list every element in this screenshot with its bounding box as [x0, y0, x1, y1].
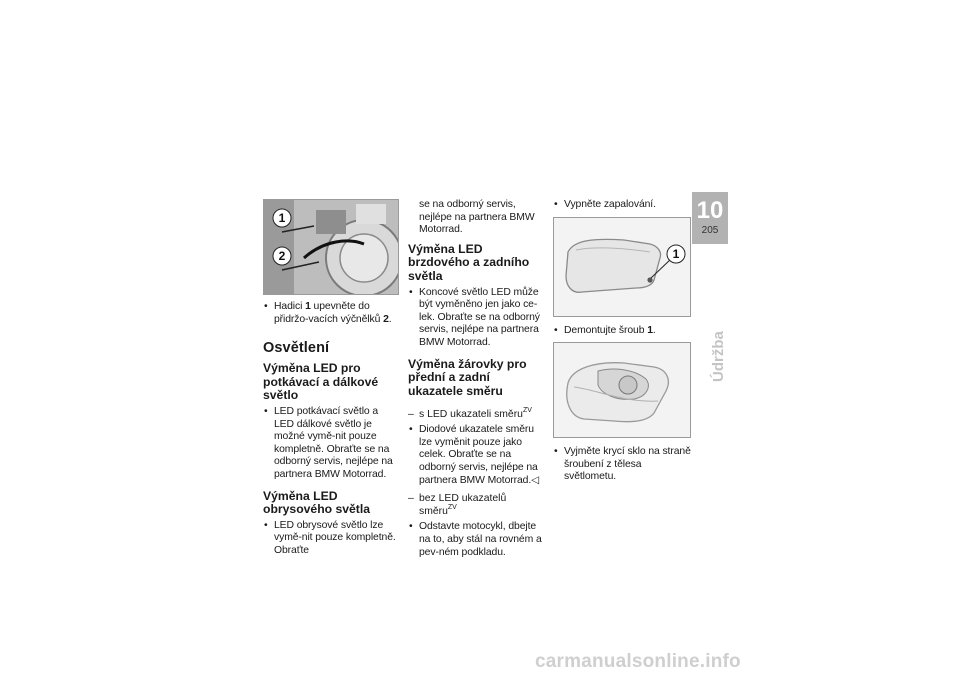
heading-turn-signals: Výměna žárovky pro přední a zadní ukazatele směru: [408, 356, 527, 398]
text-continuation: se na odborný servis, nejlépe na partnera BMW Motorrad.: [419, 199, 535, 236]
heading-lighting: Osvětlení: [263, 340, 330, 357]
figure-lens-removal: [553, 342, 691, 438]
hose-holder-illustration: [264, 200, 399, 295]
column-3: [553, 199, 691, 489]
bullet-remove-screw: • Demontujte šroub 1.: [553, 325, 691, 338]
heading-led-position: Výměna LED obrysového světla: [263, 488, 371, 517]
bullet-led-main: • LED potkávací světlo a LED dálkové světlo je možné vymě-nit pouze kompletně. Obraťte se na odborný servis, nejlépe na partnera BMW Motorrad.: [263, 406, 399, 482]
lens-removal-illustration: [554, 343, 690, 437]
figure-label-2: 2: [278, 249, 286, 263]
figure-turn-signal-screw: [553, 217, 691, 317]
figure-label-screw: 1: [672, 246, 680, 261]
heading-brake: Výměna LED brzdového a zadního světla: [408, 241, 530, 283]
column-2: [408, 199, 544, 564]
bullet-turn-led: • Diodové ukazatele směru lze vyměnit pouze jako celek. Obraťte se na odborný servis, nejlépe na partnera BMW Motorrad.◁: [408, 424, 544, 487]
turn-signal-illustration: [554, 218, 690, 316]
dash-noled-turn: – bez LED ukazatelů směru$^{ZV}$: [408, 493, 544, 518]
dash-led-turn: – s LED ukazateli směru$^{ZV}$: [408, 409, 544, 422]
bullet-stand: • Odstavte motocykl, dbejte na to, aby stál na rovném a pev-ném podkladu.: [408, 521, 544, 559]
bullet-brake: • Koncové světlo LED může být vyměněno jen jako ce-lek. Obraťte se na odborný servis, nejlépe na partnera BMW Motorrad.: [408, 287, 544, 350]
bullet-led-position: • LED obrysové světlo lze vymě-nit pouze kompletně. Obraťte: [263, 520, 399, 558]
watermark: carmanualsonline.info: [535, 651, 741, 672]
bullet-hose: • Hadici 1 upevněte do přidržo-vacích výčnělků 2.: [263, 301, 399, 326]
chapter-number: 10: [696, 197, 724, 224]
chapter-title: Údržba: [710, 331, 727, 382]
bullet-remove-lens: • Vyjměte krycí sklo na straně šroubení z tělesa světlometu.: [553, 446, 691, 484]
heading-led-main: Výměna LED pro potkávací a dálkové světlo: [263, 361, 379, 403]
figure-label-1: 1: [278, 211, 286, 225]
page-number: 205: [701, 225, 719, 236]
chapter-tab: [692, 192, 728, 244]
figure-hose-holder: [263, 199, 399, 295]
bullet-ignition: • Vypněte zapalování.: [553, 199, 691, 212]
